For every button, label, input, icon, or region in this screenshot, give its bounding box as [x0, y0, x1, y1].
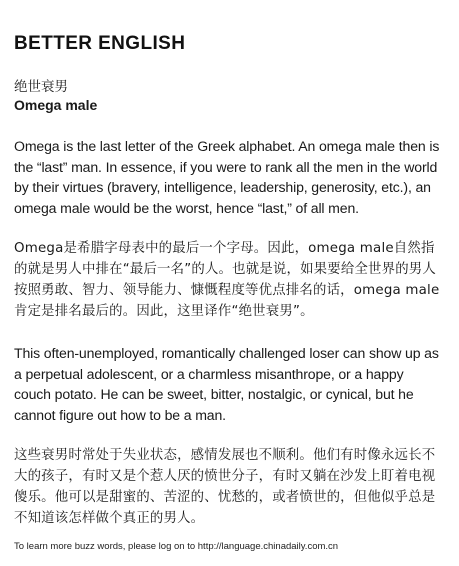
paragraph-chinese-description: 这些衰男时常处于失业状态，感情发展也不顺利。他们有时像永远长不大的孩子，有时又是个惹人厌的愤世分子，有时又躺在沙发上盯着电视傻乐。他可以是甜蜜的、苦涩的、忧愁的，或者愤世的，但他似乎总是不知道该怎样做个真正的男人。: [14, 448, 436, 526]
article: [14, 33, 444, 550]
term-english: Omega male: [14, 97, 98, 113]
footer-note: To learn more buzz words, please log on to http://language.chinadaily.com.cn: [14, 541, 339, 552]
paragraph-english-description: This often-unemployed, romantically challenged loser can show up as a perpetual adolescent, or a charmless misanthrope, or a happy couch potato. He can be sweet, bitter, nostalgic, or cynical, but he cannot figure out how to be a man.: [14, 345, 439, 423]
paragraph-english-definition: Omega is the last letter of the Greek alphabet. An omega male then is the “last” man. In essence, if you were to rank all the men in the world by their virtues (bravery, intelligence, leadership, generosity, etc.), an omega male would be the worst, hence “last,” of all men.: [14, 138, 440, 216]
term-chinese: 绝世衰男: [14, 79, 68, 95]
paragraph-chinese-definition: Omega是希腊字母表中的最后一个字母。因此，omega male自然指的就是男人中排在“最后一名”的人。也就是说，如果要给全世界的男人按照勇敢、智力、领导能力、慷慨程度等优点排名的话，omega male肯定是排名最后的。因此，这里译作“绝世衰男”。: [14, 241, 440, 319]
section-title: BETTER ENGLISH: [14, 33, 186, 54]
